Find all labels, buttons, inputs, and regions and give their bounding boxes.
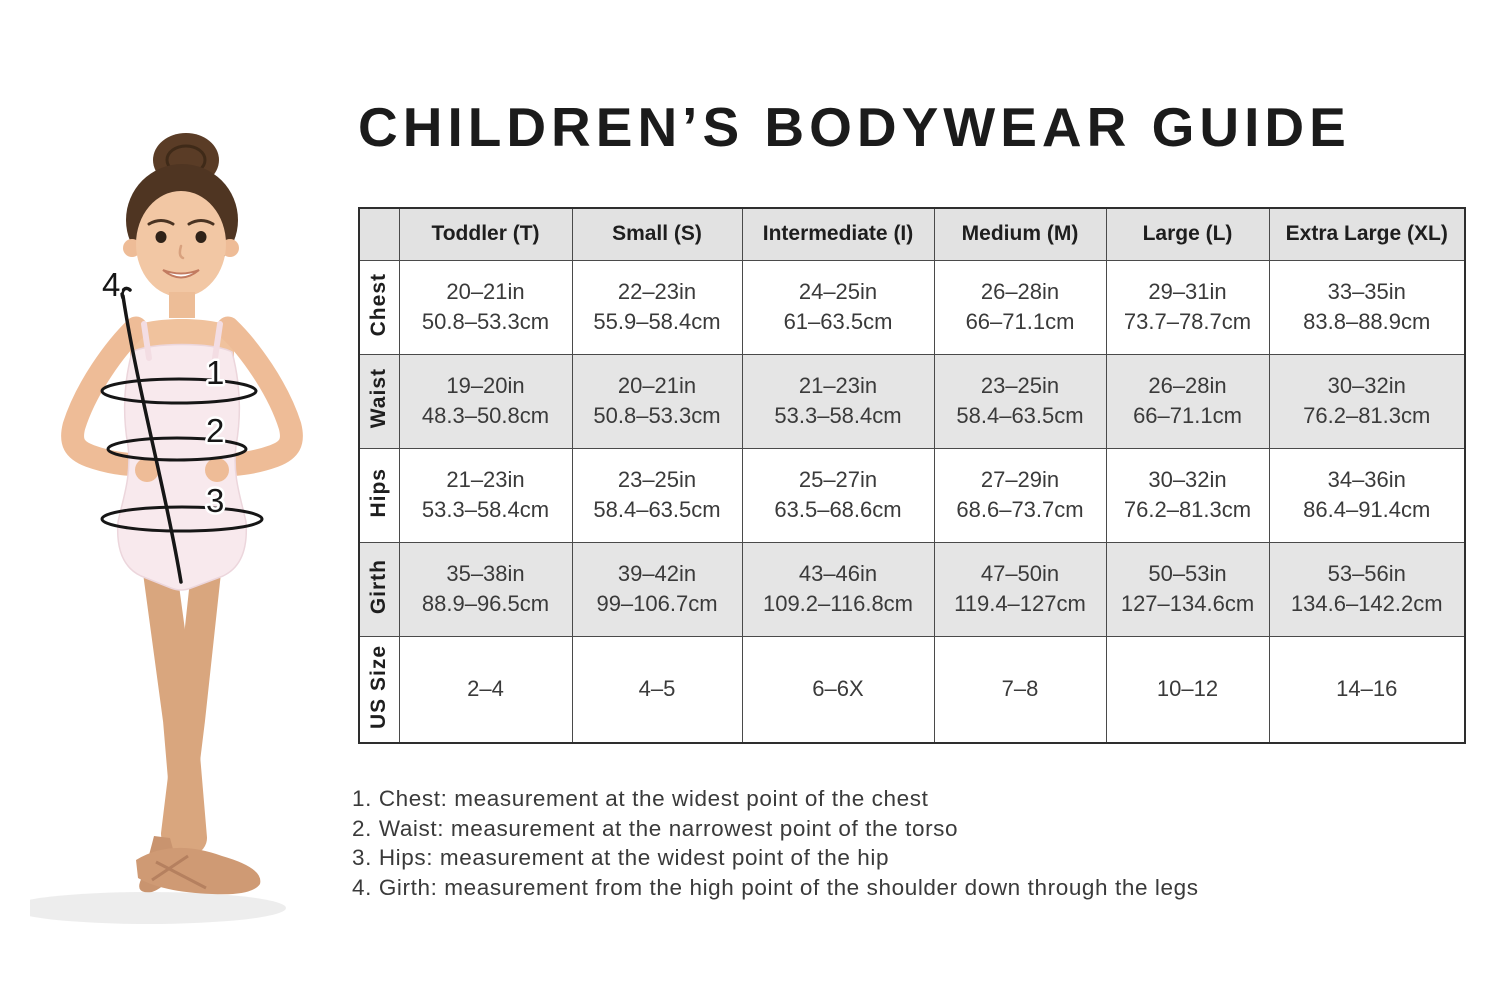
col-header-extra-large: Extra Large (XL) xyxy=(1269,208,1465,260)
us-size-cell: 10–12 xyxy=(1106,636,1269,743)
size-cell: 47–50in 119.4–127cm xyxy=(934,542,1106,636)
annotation-number-hips: 3 xyxy=(206,482,225,519)
size-cell: 53–56in 134.6–142.2cm xyxy=(1269,542,1465,636)
col-header-small: Small (S) xyxy=(572,208,742,260)
us-size-cell: 14–16 xyxy=(1269,636,1465,743)
table-row-girth xyxy=(359,542,1465,636)
size-cell: 35–38in 88.9–96.5cm xyxy=(399,542,572,636)
row-label-us-size: US Size xyxy=(359,636,399,743)
size-cell: 21–23in 53.3–58.4cm xyxy=(742,354,934,448)
note-girth: 4. Girth: measurement from the high point of the shoulder down through the legs xyxy=(352,874,1199,900)
eye xyxy=(196,231,207,243)
col-header-large: Large (L) xyxy=(1106,208,1269,260)
size-cell: 20–21in 50.8–53.3cm xyxy=(399,260,572,354)
table-row-us-size xyxy=(359,636,1465,743)
note-hips: 3. Hips: measurement at the widest point of the hip xyxy=(352,845,890,870)
size-table xyxy=(358,207,1466,744)
size-cell: 24–25in 61–63.5cm xyxy=(742,260,934,354)
size-cell: 33–35in 83.8–88.9cm xyxy=(1269,260,1465,354)
table-row-waist xyxy=(359,354,1465,448)
size-cell: 50–53in 127–134.6cm xyxy=(1106,542,1269,636)
size-cell: 27–29in 68.6–73.7cm xyxy=(934,448,1106,542)
row-label-waist: Waist xyxy=(359,354,399,448)
child-measurement-figure xyxy=(30,120,360,970)
row-label-girth: Girth xyxy=(359,542,399,636)
size-cell: 19–20in 48.3–50.8cm xyxy=(399,354,572,448)
size-cell: 23–25in 58.4–63.5cm xyxy=(572,448,742,542)
size-cell: 22–23in 55.9–58.4cm xyxy=(572,260,742,354)
col-header-toddler: Toddler (T) xyxy=(399,208,572,260)
table-row-hips xyxy=(359,448,1465,542)
row-label-hips: Hips xyxy=(359,448,399,542)
table-header-row xyxy=(359,208,1465,260)
col-header-medium: Medium (M) xyxy=(934,208,1106,260)
size-cell: 34–36in 86.4–91.4cm xyxy=(1269,448,1465,542)
annotation-number-chest: 1 xyxy=(206,354,225,391)
us-size-cell: 6–6X xyxy=(742,636,934,743)
eye xyxy=(156,231,167,243)
row-label-chest: Chest xyxy=(359,260,399,354)
hand xyxy=(205,458,229,482)
size-cell: 43–46in 109.2–116.8cm xyxy=(742,542,934,636)
note-chest: 1. Chest: measurement at the widest point of the chest xyxy=(352,786,929,811)
size-cell: 20–21in 50.8–53.3cm xyxy=(572,354,742,448)
size-cell: 30–32in 76.2–81.3cm xyxy=(1269,354,1465,448)
floor-shadow xyxy=(30,892,286,924)
col-header-intermediate: Intermediate (I) xyxy=(742,208,934,260)
size-cell: 30–32in 76.2–81.3cm xyxy=(1106,448,1269,542)
page-title: CHILDREN’S BODYWEAR GUIDE xyxy=(358,96,1351,158)
annotation-number-girth: 4 xyxy=(102,266,121,303)
child-figure-illustration xyxy=(30,120,360,970)
size-cell: 23–25in 58.4–63.5cm xyxy=(934,354,1106,448)
table-row-chest xyxy=(359,260,1465,354)
size-cell: 29–31in 73.7–78.7cm xyxy=(1106,260,1269,354)
us-size-cell: 2–4 xyxy=(399,636,572,743)
note-waist: 2. Waist: measurement at the narrowest point of the torso xyxy=(352,815,959,841)
face xyxy=(136,191,226,297)
annotation-number-waist: 2 xyxy=(206,412,225,449)
us-size-cell: 7–8 xyxy=(934,636,1106,743)
size-cell: 21–23in 53.3–58.4cm xyxy=(399,448,572,542)
measurement-notes xyxy=(352,784,1199,902)
size-cell: 25–27in 63.5–68.6cm xyxy=(742,448,934,542)
size-cell: 26–28in 66–71.1cm xyxy=(1106,354,1269,448)
corner-cell xyxy=(359,208,399,260)
neck xyxy=(169,292,195,318)
size-cell: 39–42in 99–106.7cm xyxy=(572,542,742,636)
us-size-cell: 4–5 xyxy=(572,636,742,743)
size-cell: 26–28in 66–71.1cm xyxy=(934,260,1106,354)
